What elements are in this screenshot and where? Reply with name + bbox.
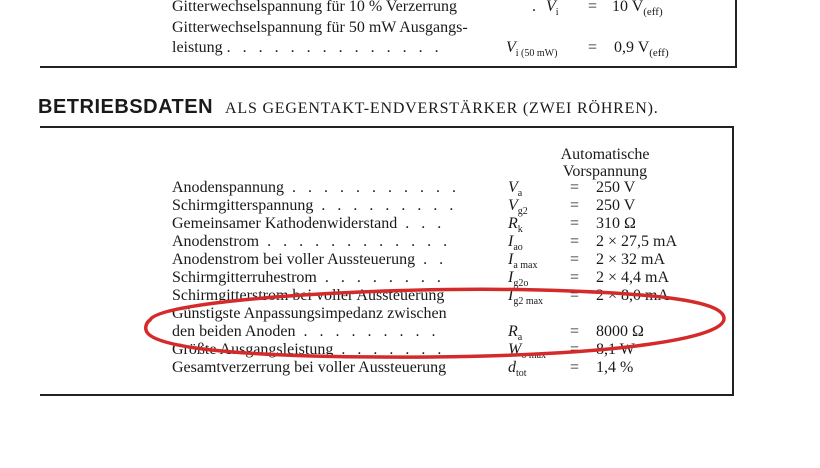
top-row-1-symbol [532, 0, 559, 18]
row-label-text: Gemeinsamer Kathodenwiderstand [172, 215, 398, 232]
row-symbol-letter: R [508, 215, 518, 232]
row-label-text: Schirmgitterspannung [172, 197, 314, 214]
row-label-text: Anodenstrom bei voller Aussteuerung [172, 251, 416, 268]
top-right-border [735, 0, 737, 66]
row-value: 310 Ω [596, 215, 636, 232]
row-label-text: Anodenspannung [172, 179, 284, 196]
top-row-1-value-sub: (eff) [643, 6, 663, 19]
row-symbol-sub: g2 [517, 206, 528, 218]
top-row-1-label-tail: Verzerrung [382, 0, 457, 15]
column-header-line-2: Vorspannung [562, 163, 648, 180]
top-row-2b-symbol [506, 39, 557, 59]
row-label [172, 341, 445, 359]
row-dots: . . . [405, 215, 446, 232]
row-symbol-sub: a max [513, 260, 538, 272]
row-equals: = [570, 251, 580, 268]
top-row-1-value [612, 0, 663, 18]
row-symbol-sub: g2o [513, 278, 529, 290]
row-symbol [508, 287, 543, 307]
top-row-1-equals: = [588, 0, 598, 15]
row-label [172, 251, 447, 269]
row-equals: = [570, 233, 580, 250]
row-equals: = [570, 269, 580, 286]
row-label [172, 305, 455, 323]
top-row-2b-value-sub: (eff) [649, 47, 669, 60]
row-symbol-letter: d [508, 359, 516, 376]
top-row-2b-value [614, 39, 669, 59]
row-symbol-sub: g2 max [513, 296, 544, 308]
row-equals: = [570, 287, 580, 304]
row-value: 250 V [596, 197, 636, 214]
section-title-rest: ALS GEGENTAKT-ENDVERSTÄRKER (ZWEI RÖHREN). [225, 100, 659, 117]
row-symbol [508, 359, 527, 379]
top-row-2b-label-text: leistung [172, 39, 223, 56]
row-dots: . . . . . . . . . . . [291, 179, 460, 196]
row-dots: . . . . . . . . [324, 269, 445, 286]
top-row-1-label-text: Gitterwechselspannung für 10 % [172, 0, 383, 15]
top-row-1-dots: . [532, 0, 536, 15]
row-value: 8,1 W [596, 341, 635, 358]
row-symbol-letter: I [508, 269, 514, 286]
bottom-divider [40, 394, 734, 396]
row-label [172, 233, 451, 251]
section-heading [38, 96, 659, 120]
top-row-2b-label [172, 39, 443, 57]
row-label-text: Günstigste Anpassungsimpedanz zwischen [172, 305, 447, 322]
row-dots: . . . . . . . . . . . . [267, 233, 452, 250]
row-label-text: Schirmgitterruhestrom [172, 269, 317, 286]
row-symbol-sub: ao [513, 242, 523, 254]
row-label [172, 215, 445, 233]
row-label-text: Schirmgitterstrom bei voller Aussteuerung [172, 287, 445, 304]
row-dots: . . . . . . . [341, 341, 446, 358]
section-right-border [732, 126, 734, 396]
row-label-text: Anodenstrom [172, 233, 260, 250]
row-label [172, 269, 445, 287]
row-value: 2 × 8,0 mA [596, 287, 670, 304]
row-dots: . . [423, 251, 448, 268]
row-label [172, 323, 440, 341]
row-label [172, 179, 460, 197]
row-symbol-letter: I [508, 233, 514, 250]
top-row-1-symbol-letter: V [546, 0, 556, 15]
column-header [540, 146, 670, 180]
top-divider [40, 66, 737, 68]
top-row-1-label [172, 0, 457, 16]
top-row-1-symbol-sub: i [555, 7, 559, 19]
column-header-line-1: Automatische [560, 146, 650, 163]
row-symbol-letter: V [508, 179, 518, 196]
row-symbol-sub: a [517, 188, 523, 200]
row-dots: . . . . . . . . . [321, 197, 458, 214]
row-symbol-letter: I [508, 251, 514, 268]
row-value: 8000 Ω [596, 323, 644, 340]
section-title-bold: BETRIEBSDATEN [38, 96, 214, 118]
row-symbol-sub: tot [516, 368, 527, 380]
top-row-2b-symbol-sub: i (50 mW) [515, 48, 558, 60]
top-row-2a-label: Gitterwechselspannung für 50 mW Ausgangs- [172, 19, 468, 36]
row-equals: = [570, 359, 580, 376]
row-label-text: Größte Ausgangsleistung [172, 341, 334, 358]
row-equals: = [570, 197, 580, 214]
row-symbol-letter: R [508, 323, 518, 340]
row-label-text: Gesamtverzerrung bei voller Aussteuerung [172, 359, 447, 376]
row-value: 250 V [596, 179, 636, 196]
row-symbol-sub: a [517, 332, 523, 344]
row-symbol-letter: W [508, 341, 522, 358]
row-symbol-letter: V [508, 197, 518, 214]
top-row-1-value-text: 10 V [612, 0, 644, 15]
row-symbol-sub: k [517, 224, 523, 236]
row-value: 1,4 % [596, 359, 634, 376]
row-value: 2 × 27,5 mA [596, 233, 678, 250]
row-label [172, 287, 452, 305]
row-symbol-letter: I [508, 287, 514, 304]
row-value: 2 × 32 mA [596, 251, 666, 268]
row-dots: . . . . . . . . . [303, 323, 440, 340]
top-row-2b-dots: . . . . . . . . . . . . . . [226, 39, 443, 56]
row-value: 2 × 4,4 mA [596, 269, 670, 286]
row-equals: = [570, 341, 580, 358]
row-label [172, 359, 454, 377]
row-label [172, 197, 457, 215]
row-equals: = [570, 215, 580, 232]
row-symbol-sub: o max [521, 350, 547, 362]
section-top-rule [40, 126, 734, 128]
row-equals: = [570, 179, 580, 196]
row-label-text: den beiden Anoden [172, 323, 296, 340]
top-row-2b-symbol-letter: V [506, 39, 516, 56]
top-row-2b-value-text: 0,9 V [614, 39, 650, 56]
top-row-2b-equals: = [588, 39, 598, 56]
row-equals: = [570, 323, 580, 340]
